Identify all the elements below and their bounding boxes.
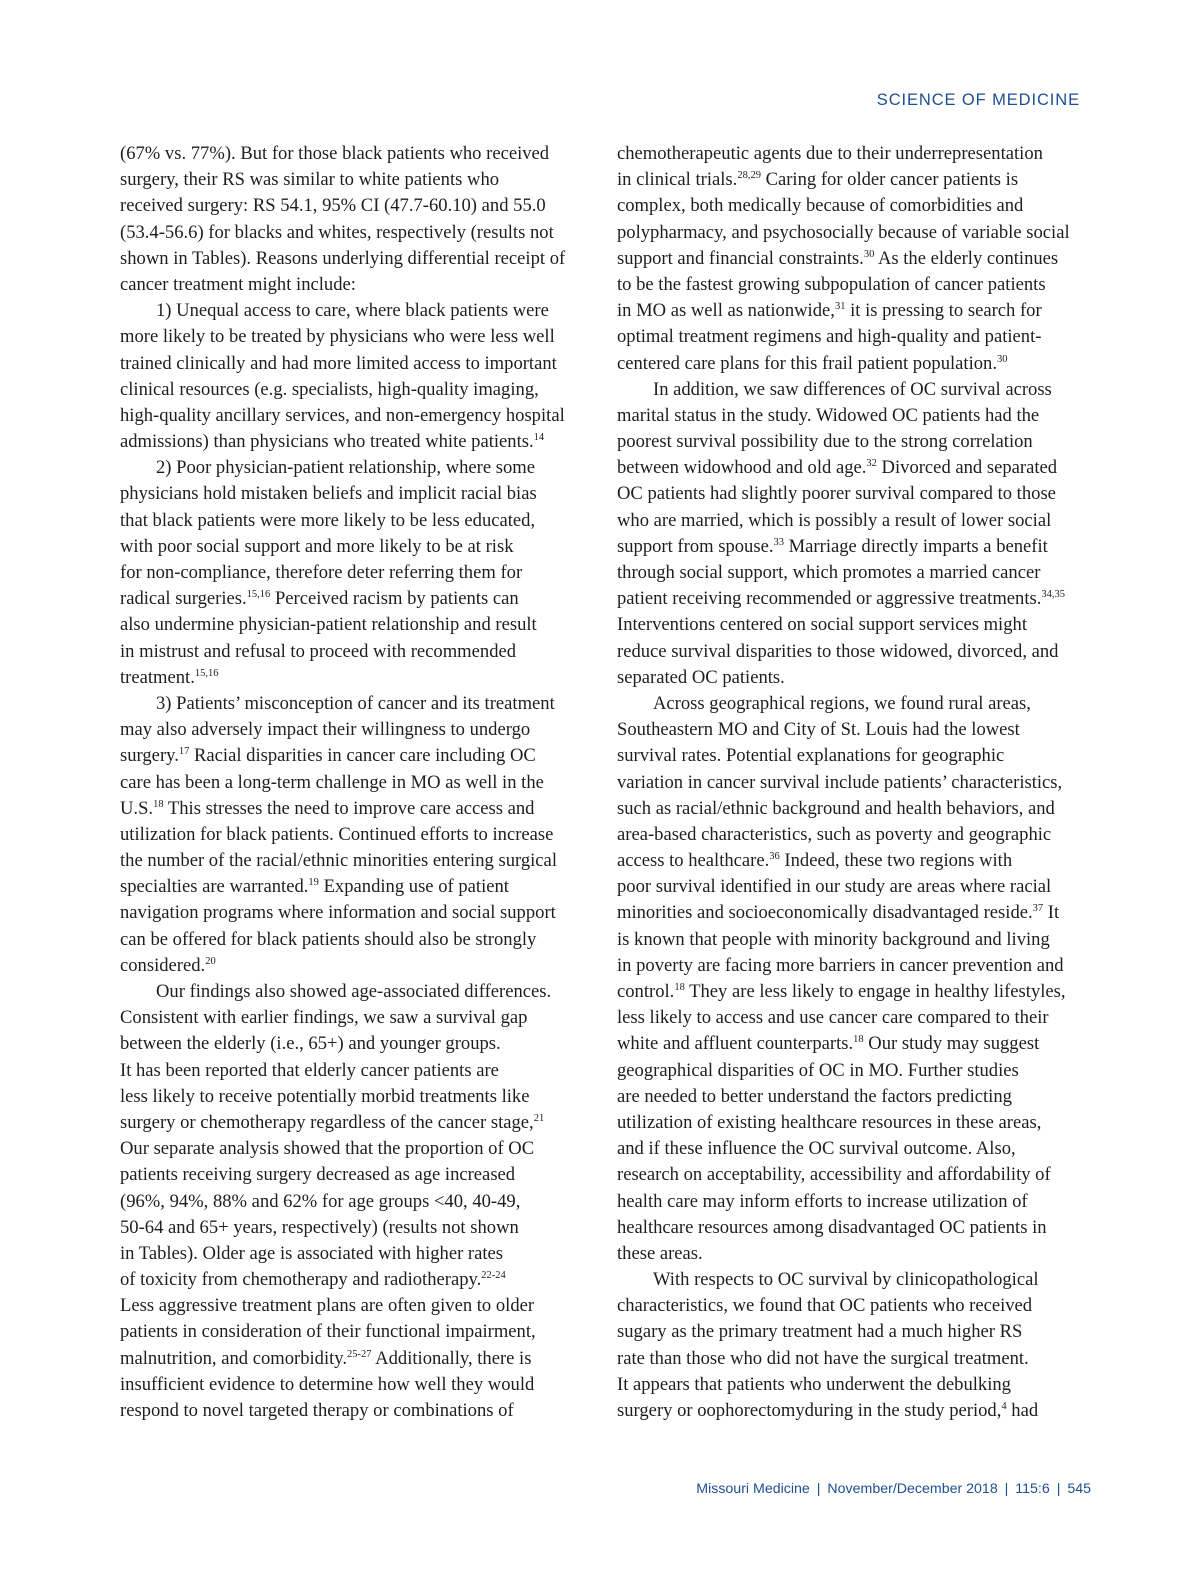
text-line (617, 1136, 1091, 1162)
text-segment: OC patients had slightly poorer survival compared to those (617, 483, 1056, 505)
text-segment: Our study may suggest (863, 1033, 1040, 1055)
text-line (617, 1189, 1091, 1215)
text-segment: for non-compliance, therefore deter referring them for (120, 562, 523, 583)
citation-superscript: 14 (533, 432, 545, 444)
text-segment: care has been a long-term challenge in MO as well in the (120, 771, 544, 793)
text-line (120, 1189, 598, 1215)
text-line (120, 560, 598, 586)
text-segment: chemotherapeutic agents due to their underrepresentation (617, 143, 1043, 164)
text-line (617, 1293, 1091, 1319)
text-segment: 3) Patients’ misconception of cancer and its treatment (156, 692, 555, 714)
text-line (120, 508, 598, 534)
text-segment: centered care plans for this frail patient population. (617, 352, 997, 374)
text-line (617, 534, 1091, 560)
text-segment: poor survival identified in our study are areas where racial (617, 876, 1052, 898)
text-line (120, 403, 598, 429)
text-segment: With respects to OC survival by clinicopathological (653, 1269, 1039, 1291)
text-line (120, 1293, 598, 1319)
citation-superscript: 34,35 (1041, 589, 1066, 601)
text-line (617, 717, 1091, 743)
text-line (617, 953, 1091, 979)
text-line (120, 796, 598, 822)
text-segment: physicians hold mistaken beliefs and implicit racial bias (120, 483, 537, 505)
section-header: SCIENCE OF MEDICINE (876, 91, 1080, 109)
text-segment: specialties are warranted. (120, 876, 309, 898)
citation-superscript: 28,29 (737, 170, 761, 182)
text-line (617, 1110, 1091, 1136)
text-line (120, 717, 598, 743)
text-line (120, 1241, 598, 1267)
text-segment: clinical resources (e.g. specialists, high-quality imaging, (120, 378, 539, 400)
citation-superscript: 17 (178, 746, 190, 758)
text-segment: Consistent with earlier findings, we saw a survival gap (120, 1007, 528, 1029)
text-line (617, 1267, 1091, 1293)
text-line (617, 324, 1091, 350)
text-segment: Marriage directly imparts a benefit (784, 535, 1048, 557)
text-line (120, 874, 598, 900)
text-segment: poorest survival possibility due to the strong correlation (617, 431, 1033, 453)
text-segment: can be offered for black patients should also be strongly (120, 928, 537, 950)
text-line (120, 586, 598, 612)
text-line (120, 1110, 598, 1136)
text-line (120, 167, 598, 193)
text-segment: sugary as the primary treatment had a much higher RS (617, 1321, 1023, 1343)
text-segment: health care may inform efforts to increase utilization of (617, 1190, 1028, 1212)
text-segment: It (1043, 902, 1060, 924)
text-segment: Indeed, these two regions with (779, 850, 1013, 872)
text-line (120, 481, 598, 507)
text-line (120, 979, 598, 1005)
text-segment: 1) Unequal access to care, where black patients were (156, 300, 549, 322)
text-segment: utilization of existing healthcare resources in these areas, (617, 1111, 1042, 1133)
text-line (617, 639, 1091, 665)
text-line (617, 979, 1091, 1005)
citation-superscript: 36 (769, 851, 780, 863)
text-segment: and if these influence the OC survival outcome. Also, (617, 1138, 1016, 1160)
text-segment: Southeastern MO and City of St. Louis had the lowest (617, 719, 1020, 741)
text-segment: geographical disparities of OC in MO. Further studies (617, 1059, 1019, 1081)
text-segment: had (1006, 1400, 1039, 1421)
text-line (617, 1084, 1091, 1110)
text-segment: navigation programs where information and social support (120, 902, 556, 924)
text-segment: in MO as well as nationwide, (617, 300, 835, 322)
text-line (617, 508, 1091, 534)
text-segment: Less aggressive treatment plans are often given to older (120, 1295, 535, 1317)
citation-superscript: 30 (997, 353, 1008, 365)
citation-superscript: 25-27 (347, 1348, 372, 1360)
text-segment: these areas. (617, 1242, 703, 1264)
text-segment: variation in cancer survival include patients’ characteristics, (617, 771, 1063, 793)
page-footer: Missouri Medicine | November/December 2018 | 115:6 | 545 (696, 1481, 1091, 1497)
text-segment: in poverty are facing more barriers in cancer prevention and (617, 954, 1064, 976)
text-segment: in mistrust and refusal to proceed with recommended (120, 640, 517, 662)
text-line (617, 481, 1091, 507)
text-segment: research on acceptability, accessibility and affordability of (617, 1164, 1051, 1186)
text-segment: white and affluent counterparts. (617, 1033, 854, 1055)
text-line (617, 377, 1091, 403)
text-line (120, 377, 598, 403)
text-line (120, 193, 598, 219)
text-segment: characteristics, we found that OC patients who received (617, 1295, 1033, 1317)
text-line (617, 193, 1091, 219)
text-segment: Caring for older cancer patients is (760, 169, 1019, 191)
text-line (617, 351, 1091, 377)
text-segment: admissions) than physicians who treated white patients. (120, 431, 534, 453)
citation-superscript: 4 (1001, 1401, 1007, 1412)
text-line (120, 324, 598, 350)
citation-superscript: 31 (834, 301, 846, 313)
text-line (120, 900, 598, 926)
text-line (120, 927, 598, 953)
text-line (120, 1267, 598, 1293)
text-segment: in clinical trials. (617, 169, 738, 191)
text-line (120, 691, 598, 717)
text-line (617, 822, 1091, 848)
text-segment: patient receiving recommended or aggressive treatments. (617, 588, 1042, 610)
text-line (617, 1241, 1091, 1267)
citation-superscript: 22-24 (481, 1270, 506, 1282)
text-segment: Additionally, there is (371, 1347, 532, 1369)
citation-superscript: 18 (853, 1034, 864, 1046)
text-segment: considered. (120, 954, 206, 976)
footer-issue: November/December 2018 (827, 1481, 998, 1497)
text-segment: trained clinically and had more limited access to important (120, 352, 557, 374)
text-line (617, 220, 1091, 246)
text-segment: rate than those who did not have the surgical treatment. (617, 1347, 1029, 1369)
citation-superscript: 33 (773, 536, 784, 548)
text-line (617, 1058, 1091, 1084)
text-segment: Interventions centered on social support services might (617, 614, 1027, 636)
citation-superscript: 21 (533, 1112, 545, 1124)
text-segment: surgery or oophorectomyduring in the study period, (617, 1400, 1002, 1421)
text-segment: radical surgeries. (120, 588, 247, 610)
citation-superscript: 19 (308, 877, 319, 889)
text-segment: that black patients were more likely to be less educated, (120, 509, 536, 531)
text-line (617, 141, 1091, 167)
text-line (617, 796, 1091, 822)
text-segment: between widowhood and old age. (617, 457, 867, 479)
text-segment: (96%, 94%, 88% and 62% for age groups <40, 40-49, (120, 1190, 521, 1212)
text-segment: Divorced and separated (876, 457, 1058, 479)
text-segment: support and financial constraints. (617, 247, 864, 269)
text-segment: marital status in the study. Widowed OC patients had the (617, 404, 1040, 426)
citation-superscript: 30 (863, 248, 875, 260)
text-line (617, 665, 1091, 691)
text-segment: treatment. (120, 666, 195, 688)
text-line (617, 874, 1091, 900)
text-line (120, 1031, 598, 1057)
text-line (617, 770, 1091, 796)
text-line (120, 1162, 598, 1188)
text-segment: Expanding use of patient (318, 876, 509, 898)
text-line (617, 586, 1091, 612)
text-line (120, 1084, 598, 1110)
text-line (617, 429, 1091, 455)
text-line (617, 1398, 1091, 1424)
text-line (120, 272, 598, 298)
text-line (617, 298, 1091, 324)
text-segment: more likely to be treated by physicians who were less well (120, 326, 555, 348)
text-segment: survival rates. Potential explanations for geographic (617, 745, 1005, 767)
text-segment: respond to novel targeted therapy or combinations of (120, 1400, 514, 1421)
text-segment: who are married, which is possibly a result of lower social (617, 509, 1052, 531)
text-segment: patients receiving surgery decreased as age increased (120, 1164, 516, 1186)
text-segment: in Tables). Older age is associated with higher rates (120, 1242, 504, 1264)
footer-volume: 115:6 (1015, 1481, 1050, 1497)
text-segment: reduce survival disparities to those widowed, divorced, and (617, 640, 1059, 662)
text-line (617, 560, 1091, 586)
text-segment: between the elderly (i.e., 65+) and younger groups. (120, 1033, 501, 1055)
text-segment: utilization for black patients. Continued efforts to increase (120, 823, 554, 845)
text-line (617, 1319, 1091, 1345)
text-segment: less likely to access and use cancer care compared to their (617, 1007, 1049, 1029)
text-line (617, 1031, 1091, 1057)
text-line (120, 1346, 598, 1372)
text-line (120, 848, 598, 874)
text-line (120, 141, 598, 167)
text-segment: (67% vs. 77%). But for those black patients who received (120, 143, 550, 164)
text-line (120, 1215, 598, 1241)
text-line (617, 1372, 1091, 1398)
text-segment: access to healthcare. (617, 850, 770, 872)
text-line (120, 351, 598, 377)
citation-superscript: 32 (866, 458, 877, 470)
text-segment: It has been reported that elderly cancer patients are (120, 1059, 499, 1081)
citation-superscript: 20 (205, 955, 216, 967)
text-segment: the number of the racial/ethnic minorities entering surgical (120, 850, 557, 872)
text-line (120, 534, 598, 560)
text-segment: is known that people with minority background and living (617, 928, 1050, 950)
text-segment: such as racial/ethnic background and health behaviors, and (617, 797, 1055, 819)
text-segment: to be the fastest growing subpopulation of cancer patients (617, 273, 1046, 295)
text-line (617, 1215, 1091, 1241)
text-line (120, 1058, 598, 1084)
text-segment: malnutrition, and comorbidity. (120, 1347, 348, 1369)
text-segment: As the elderly continues (874, 247, 1059, 269)
text-segment: complex, both medically because of comorbidities and (617, 195, 1024, 217)
text-segment: separated OC patients. (617, 666, 785, 688)
text-segment: optimal treatment regimens and high-quality and patient- (617, 326, 1042, 348)
right-column (617, 141, 1091, 1424)
text-segment: through social support, which promotes a married cancer (617, 562, 1041, 583)
text-segment: insufficient evidence to determine how well they would (120, 1373, 535, 1395)
text-segment: also undermine physician-patient relationship and result (120, 614, 537, 636)
text-segment: 2) Poor physician-patient relationship, where some (156, 457, 536, 479)
text-segment: patients in consideration of their functional impairment, (120, 1321, 536, 1343)
text-segment: area-based characteristics, such as poverty and geographic (617, 823, 1052, 845)
text-line (617, 272, 1091, 298)
text-segment: minorities and socioeconomically disadvantaged reside. (617, 902, 1033, 924)
text-segment: They are less likely to engage in healthy lifestyles, (684, 981, 1066, 1002)
text-segment: may also adversely impact their willingness to undergo (120, 719, 531, 741)
text-line (120, 612, 598, 638)
text-line (120, 429, 598, 455)
text-line (617, 246, 1091, 272)
text-segment: In addition, we saw differences of OC survival across (653, 378, 1052, 400)
citation-superscript: 37 (1032, 903, 1044, 915)
text-segment: 50-64 and 65+ years, respectively) (results not shown (120, 1216, 519, 1238)
text-segment: support from spouse. (617, 535, 774, 557)
text-segment: control. (617, 981, 675, 1002)
text-segment: U.S. (120, 797, 154, 819)
text-line (617, 848, 1091, 874)
text-segment: with poor social support and more likely to be at risk (120, 535, 514, 557)
text-segment: Our findings also showed age-associated differences. (156, 981, 552, 1002)
text-line (120, 770, 598, 796)
text-segment: are needed to better understand the factors predicting (617, 1085, 1012, 1107)
text-segment: shown in Tables). Reasons underlying differential receipt of (120, 247, 566, 269)
text-segment: healthcare resources among disadvantaged OC patients in (617, 1216, 1047, 1238)
citation-superscript: 18 (674, 982, 685, 993)
text-line (120, 455, 598, 481)
text-line (120, 1005, 598, 1031)
left-column (120, 141, 598, 1424)
text-line (120, 1372, 598, 1398)
text-line (617, 1346, 1091, 1372)
text-segment: Racial disparities in cancer care including OC (189, 745, 536, 767)
text-line (120, 639, 598, 665)
text-line (120, 220, 598, 246)
text-line (617, 927, 1091, 953)
text-line (617, 403, 1091, 429)
text-line (120, 1136, 598, 1162)
text-line (120, 246, 598, 272)
text-segment: Across geographical regions, we found rural areas, (653, 692, 1031, 714)
text-line (120, 1398, 598, 1424)
footer-page-number: 545 (1067, 1481, 1091, 1497)
text-segment: Perceived racism by patients can (270, 588, 519, 610)
text-line (120, 1319, 598, 1345)
text-segment: high-quality ancillary services, and non-emergency hospital (120, 404, 565, 426)
text-line (120, 743, 598, 769)
text-segment: surgery or chemotherapy regardless of the cancer stage, (120, 1111, 534, 1133)
text-segment: This stresses the need to improve care access and (163, 797, 535, 819)
text-segment: It appears that patients who underwent the debulking (617, 1373, 1011, 1395)
text-segment: it is pressing to search for (845, 300, 1042, 322)
citation-superscript: 18 (153, 798, 164, 810)
text-line (617, 1005, 1091, 1031)
text-segment: polypharmacy, and psychosocially because of variable social (617, 221, 1070, 243)
text-segment: of toxicity from chemotherapy and radiotherapy. (120, 1269, 482, 1291)
text-line (617, 455, 1091, 481)
text-segment: less likely to receive potentially morbid treatments like (120, 1085, 530, 1107)
text-line (120, 953, 598, 979)
footer-journal: Missouri Medicine (696, 1481, 810, 1497)
text-segment: surgery, their RS was similar to white patients who (120, 169, 500, 191)
text-line (120, 822, 598, 848)
text-line (617, 691, 1091, 717)
text-line (120, 665, 598, 691)
text-segment: (53.4-56.6) for blacks and whites, respectively (results not (120, 221, 554, 243)
text-line (617, 167, 1091, 193)
text-line (617, 900, 1091, 926)
text-segment: received surgery: RS 54.1, 95% CI (47.7-60.10) and 55.0 (120, 195, 546, 217)
text-line (617, 1162, 1091, 1188)
text-line (120, 298, 598, 324)
text-segment: surgery. (120, 745, 179, 767)
text-segment: cancer treatment might include: (120, 273, 356, 295)
citation-superscript: 15,16 (246, 589, 271, 601)
text-line (617, 743, 1091, 769)
text-segment: Our separate analysis showed that the proportion of OC (120, 1138, 535, 1160)
text-line (617, 612, 1091, 638)
citation-superscript: 15,16 (194, 667, 219, 679)
